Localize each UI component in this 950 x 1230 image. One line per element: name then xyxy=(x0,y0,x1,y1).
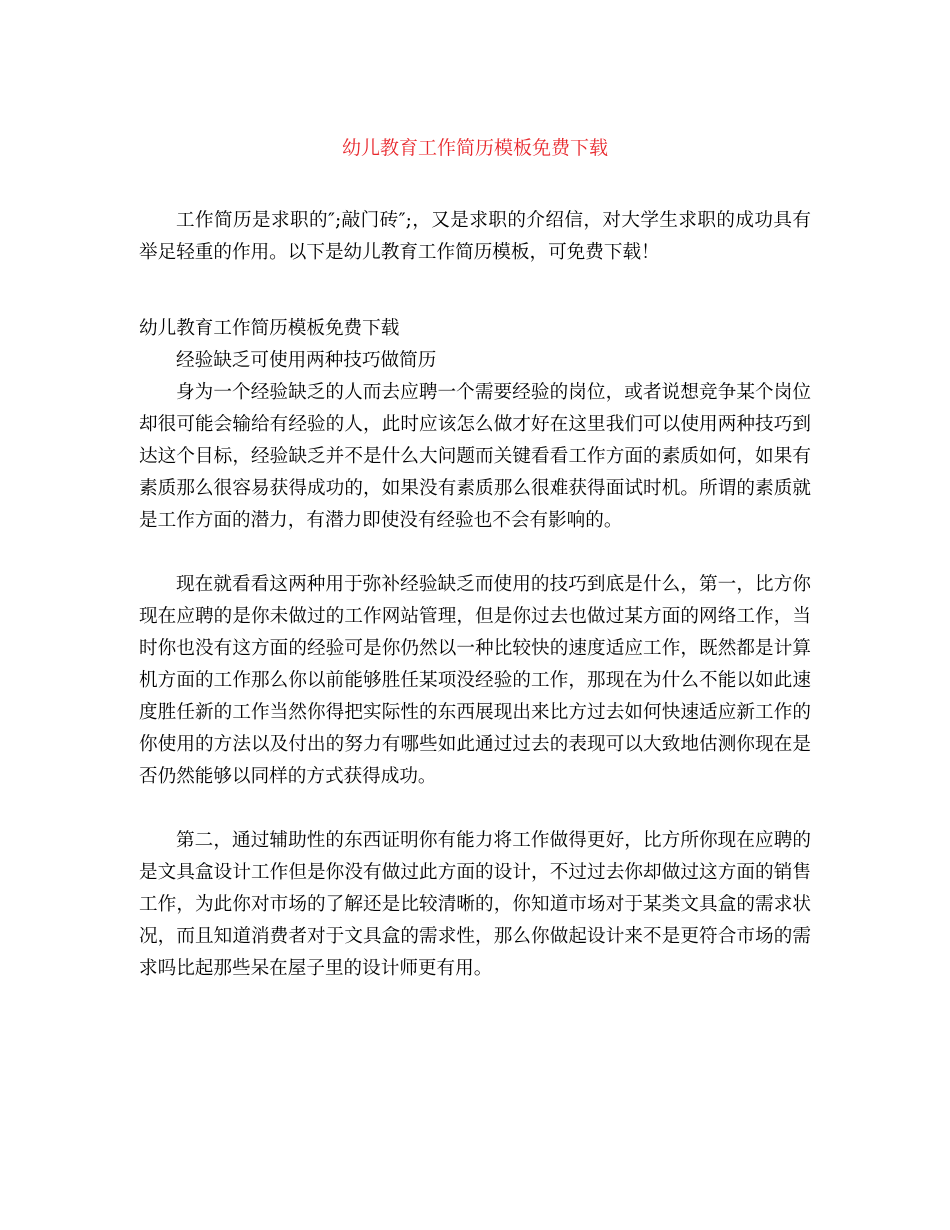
body-paragraph-1: 身为一个经验缺乏的人而去应聘一个需要经验的岗位，或者说想竞争某个岗位却很可能会输给有经验的人，此时应该怎么做才好在这里我们可以使用两种技巧到达这个目标，经验缺乏并不是什么大问题而关键看看工作方面的素质如何，如果有素质那么很容易获得成功的，如果没有素质那么很难获得面试时机。所谓的素质就是工作方面的潜力，有潜力即使没有经验也不会有影响的。 xyxy=(139,382,811,531)
body-paragraph-2: 现在就看看这两种用于弥补经验缺乏而使用的技巧到底是什么，第一，比方你现在应聘的是你未做过的工作网站管理，但是你过去也做过某方面的网络工作，当时你也没有这方面的经验可是你仍然以一种比较快的速度适应工作，既然都是计算机方面的工作那么你以前能够胜任某项没经验的工作，那现在为什么不能以如此速度胜任新的工作当然你得把实际性的东西展现出来比方过去如何快速适应新工作的你使用的方法以及付出的努力有哪些如此通过过去的表现可以大致地估测你现在是否仍然能够以同样的方式获得成功。 xyxy=(139,574,811,787)
intro-paragraph: 工作简历是求职的″;敲门砖″;，又是求职的介绍信，对大学生求职的成功具有举足轻重的作用。以下是幼儿教育工作简历模板，可免费下载！ xyxy=(139,210,811,263)
body-paragraph-3: 第二，通过辅助性的东西证明你有能力将工作做得更好，比方所你现在应聘的是文具盒设计工作但是你没有做过此方面的设计，不过过去你却做过这方面的销售工作，为此你对市场的了解还是比较清晰的，你知道市场对于某类文具盒的需求状况，而且知道消费者对于文具盒的需求性，那么你做起设计来不是更符合市场的需求吗比起那些呆在屋子里的设计师更有用。 xyxy=(139,830,811,979)
document-title: 幼儿教育工作简历模板免费下载 xyxy=(341,137,608,159)
section-heading: 幼儿教育工作简历模板免费下载 xyxy=(139,318,400,339)
sub-heading: 经验缺乏可使用两种技巧做简历 xyxy=(176,350,437,371)
